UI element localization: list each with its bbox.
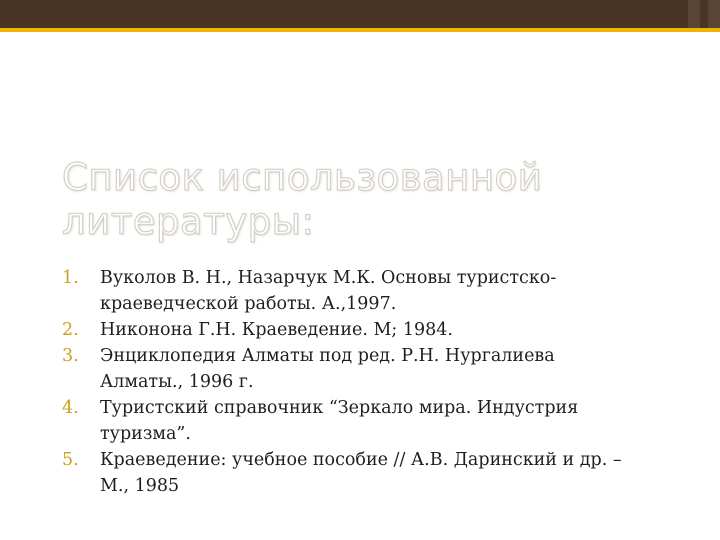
top-bar <box>0 0 720 28</box>
reference-item <box>62 317 672 343</box>
title-line-1: Список использованной <box>62 156 543 199</box>
reference-number: 2. <box>62 320 79 340</box>
reference-item <box>62 265 672 317</box>
reference-item <box>62 343 672 395</box>
reference-item <box>62 447 672 499</box>
reference-text-line: Никонона Г.Н. Краеведение. М; 1984. <box>100 320 453 340</box>
reference-text-line: Вуколов В. Н., Назарчук М.К. Основы туристско- <box>100 268 557 288</box>
reference-number: 5. <box>62 450 79 470</box>
reference-text-line: Краеведение: учебное пособие // А.В. Даринский и др. – <box>100 450 622 470</box>
reference-text-line: М., 1985 <box>100 476 180 496</box>
reference-number: 4. <box>62 398 79 418</box>
accent-line <box>0 28 720 32</box>
reference-item <box>62 395 672 447</box>
reference-text-line: Алматы., 1996 г. <box>100 372 254 392</box>
reference-text-line: краеведческой работы. А.,1997. <box>100 294 397 314</box>
reference-text-line: туризма”. <box>100 424 191 444</box>
reference-number: 3. <box>62 346 79 366</box>
reference-text-line: Туристский справочник “Зеркало мира. Индустрия <box>100 398 579 418</box>
top-bar-segment <box>708 0 720 28</box>
reference-list <box>62 265 672 499</box>
reference-number: 1. <box>62 268 79 288</box>
title-line-2: литературы: <box>62 200 315 243</box>
top-bar-segment <box>688 0 700 28</box>
slide-title <box>62 156 662 244</box>
reference-text-line: Энциклопедия Алматы под ред. Р.Н. Нургалиева <box>100 346 555 366</box>
